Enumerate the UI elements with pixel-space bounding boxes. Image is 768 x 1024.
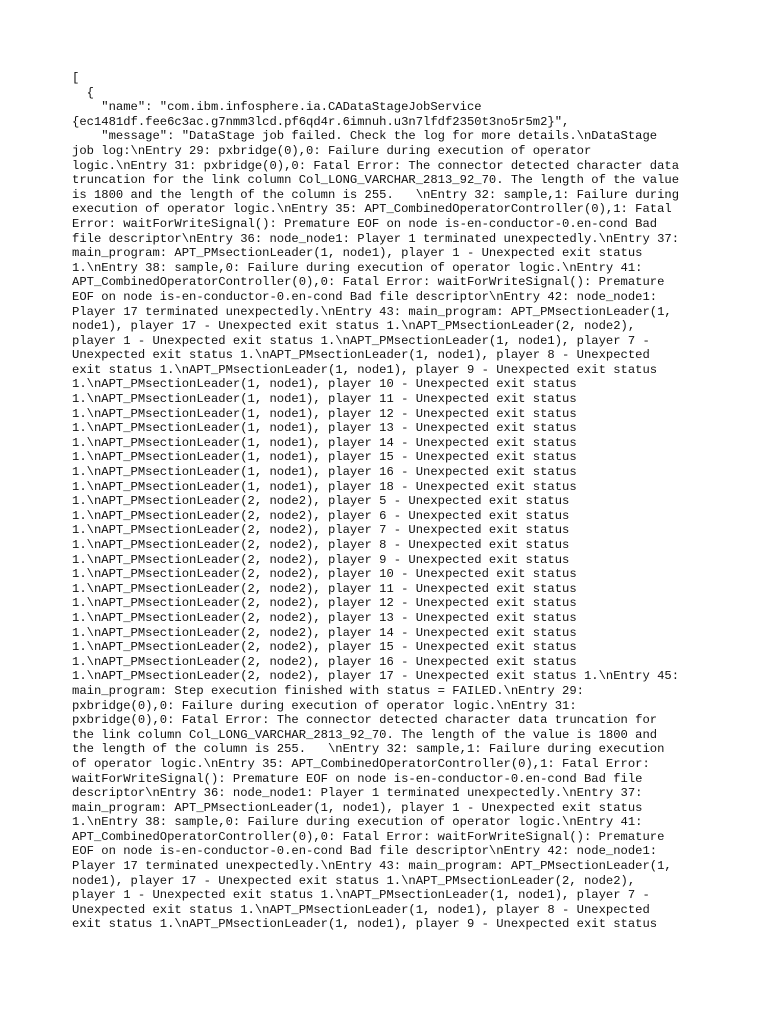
log-text-line: 1.\nAPT_PMsectionLeader(2, node2), player 5 - Unexpected exit status — [72, 494, 570, 509]
log-text-line: 1.\nAPT_PMsectionLeader(1, node1), player 15 - Unexpected exit status — [72, 450, 577, 465]
log-text-line: execution of operator logic.\nEntry 35: APT_CombinedOperatorController(0),1: Fatal — [72, 202, 672, 217]
log-text-line: Player 17 terminated unexpectedly.\nEntry 43: main_program: APT_PMsectionLeader(1, — [72, 304, 672, 319]
log-text-line: 1.\nAPT_PMsectionLeader(2, node2), player 15 - Unexpected exit status — [72, 640, 577, 655]
log-text-line: node1), player 17 - Unexpected exit status 1.\nAPT_PMsectionLeader(2, node2), — [72, 873, 636, 888]
log-text-line: { — [72, 85, 94, 100]
log-text-line: 1.\nAPT_PMsectionLeader(2, node2), player 12 - Unexpected exit status — [72, 596, 577, 611]
log-text-line: player 1 - Unexpected exit status 1.\nAPT_PMsectionLeader(1, node1), player 7 - — [72, 888, 650, 903]
log-text-line: the link column Col_LONG_VARCHAR_2813_92_70. The length of the value is 1800 and — [72, 727, 658, 742]
log-text-line: logic.\nEntry 31: pxbridge(0),0: Fatal Error: The connector detected character data — [72, 158, 680, 173]
log-text-line: pxbridge(0),0: Fatal Error: The connector detected character data truncation for — [72, 713, 658, 728]
log-text-line: 1.\nAPT_PMsectionLeader(2, node2), player 10 - Unexpected exit status — [72, 567, 577, 582]
log-text-line: "name": "com.ibm.infosphere.ia.CADataStageJobService — [72, 100, 482, 115]
log-text-line: [ — [72, 71, 80, 85]
log-text-line: 1.\nEntry 38: sample,0: Failure during execution of operator logic.\nEntry 41: — [72, 260, 643, 275]
log-text-line: is 1800 and the length of the column is 255. \nEntry 32: sample,1: Failure during — [72, 187, 680, 202]
log-text-line: APT_CombinedOperatorController(0),0: Fatal Error: waitForWriteSignal(): Premature — [72, 829, 665, 844]
log-text-line: 1.\nAPT_PMsectionLeader(2, node2), player 9 - Unexpected exit status — [72, 552, 570, 567]
log-text-line: waitForWriteSignal(): Premature EOF on node is-en-conductor-0.en-cond Bad file — [72, 771, 643, 786]
log-text-line: 1.\nAPT_PMsectionLeader(2, node2), player 14 - Unexpected exit status — [72, 625, 577, 640]
log-text-line: EOF on node is-en-conductor-0.en-cond Bad file descriptor\nEntry 42: node_node1: — [72, 289, 658, 304]
log-text-line: player 1 - Unexpected exit status 1.\nAPT_PMsectionLeader(1, node1), player 7 - — [72, 333, 650, 348]
log-text-line: main_program: APT_PMsectionLeader(1, node1), player 1 - Unexpected exit status — [72, 800, 643, 815]
log-text-line: 1.\nAPT_PMsectionLeader(1, node1), player 18 - Unexpected exit status — [72, 479, 577, 494]
log-text-line: 1.\nAPT_PMsectionLeader(2, node2), player 7 - Unexpected exit status — [72, 523, 570, 538]
log-text-line: 1.\nAPT_PMsectionLeader(2, node2), player 11 - Unexpected exit status — [72, 581, 577, 596]
log-text-line: 1.\nAPT_PMsectionLeader(1, node1), player 16 - Unexpected exit status — [72, 465, 577, 480]
log-text-line: of operator logic.\nEntry 35: APT_CombinedOperatorController(0),1: Fatal Error: — [72, 756, 650, 771]
log-text-line: 1.\nAPT_PMsectionLeader(1, node1), player 10 - Unexpected exit status — [72, 377, 577, 392]
log-text-line: job log:\nEntry 29: pxbridge(0),0: Failure during execution of operator — [72, 143, 592, 158]
log-text-line: truncation for the link column Col_LONG_VARCHAR_2813_92_70. The length of the value — [72, 173, 680, 188]
log-text-line: Player 17 terminated unexpectedly.\nEntry 43: main_program: APT_PMsectionLeader(1, — [72, 859, 672, 874]
log-text-line: Error: waitForWriteSignal(): Premature EOF on node is-en-conductor-0.en-cond Bad — [72, 216, 658, 231]
log-text-line: Unexpected exit status 1.\nAPT_PMsectionLeader(1, node1), player 8 - Unexpected — [72, 348, 650, 363]
log-text-line: 1.\nAPT_PMsectionLeader(1, node1), player 13 - Unexpected exit status — [72, 421, 577, 436]
log-text-line: {ec1481df.fee6c3ac.g7nmm3lcd.pf6qd4r.6imnuh.u3n7lfdf2350t3no5r5m2}", — [72, 114, 570, 129]
log-text-line: descriptor\nEntry 36: node_node1: Player 1 terminated unexpectedly.\nEntry 37: — [72, 786, 643, 801]
log-text-line: the length of the column is 255. \nEntry 32: sample,1: Failure during execution — [72, 742, 665, 757]
log-text-line: main_program: APT_PMsectionLeader(1, node1), player 1 - Unexpected exit status — [72, 246, 643, 261]
log-text-line: 1.\nAPT_PMsectionLeader(2, node2), player 16 - Unexpected exit status — [72, 654, 577, 669]
log-text-line: "message": "DataStage job failed. Check the log for more details.\nDataStage — [72, 129, 658, 144]
log-text-line: 1.\nAPT_PMsectionLeader(2, node2), player 6 - Unexpected exit status — [72, 508, 570, 523]
log-text-line: main_program: Step execution finished with status = FAILED.\nEntry 29: — [72, 683, 584, 698]
log-text-line: Unexpected exit status 1.\nAPT_PMsectionLeader(1, node1), player 8 - Unexpected — [72, 902, 650, 917]
log-text-line: EOF on node is-en-conductor-0.en-cond Bad file descriptor\nEntry 42: node_node1: — [72, 844, 658, 859]
log-text-line: pxbridge(0),0: Failure during execution of operator logic.\nEntry 31: — [72, 698, 577, 713]
log-text-line: exit status 1.\nAPT_PMsectionLeader(1, node1), player 9 - Unexpected exit status — [72, 917, 658, 932]
log-text-line: exit status 1.\nAPT_PMsectionLeader(1, node1), player 9 - Unexpected exit status — [72, 362, 658, 377]
log-text-line: file descriptor\nEntry 36: node_node1: Player 1 terminated unexpectedly.\nEntry 37: — [72, 231, 680, 246]
log-text-line: 1.\nAPT_PMsectionLeader(1, node1), player 12 - Unexpected exit status — [72, 406, 577, 421]
log-text-line: 1.\nAPT_PMsectionLeader(1, node1), player 14 - Unexpected exit status — [72, 435, 577, 450]
log-text-line: APT_CombinedOperatorController(0),0: Fatal Error: waitForWriteSignal(): Premature — [72, 275, 665, 290]
json-log-document — [72, 71, 702, 932]
log-text-line: node1), player 17 - Unexpected exit status 1.\nAPT_PMsectionLeader(2, node2), — [72, 319, 636, 334]
log-text-line: 1.\nEntry 38: sample,0: Failure during execution of operator logic.\nEntry 41: — [72, 815, 643, 830]
log-text-line: 1.\nAPT_PMsectionLeader(2, node2), player 13 - Unexpected exit status — [72, 610, 577, 625]
log-text-line: 1.\nAPT_PMsectionLeader(2, node2), player 17 - Unexpected exit status 1.\nEntry 45: — [72, 669, 680, 684]
log-text-line: 1.\nAPT_PMsectionLeader(1, node1), player 11 - Unexpected exit status — [72, 392, 577, 407]
log-text-line: 1.\nAPT_PMsectionLeader(2, node2), player 8 - Unexpected exit status — [72, 538, 570, 552]
